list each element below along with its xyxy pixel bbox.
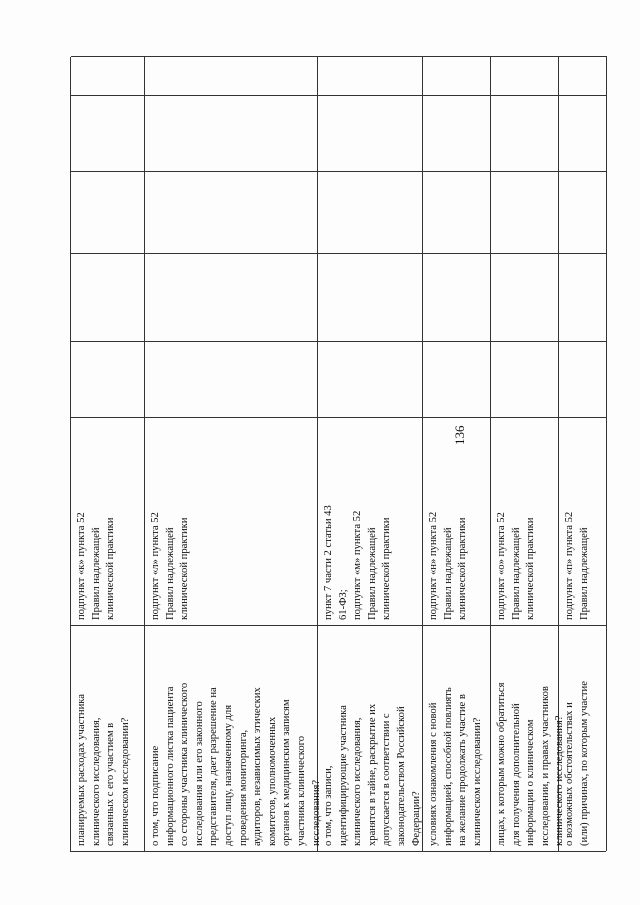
empty-cell [491, 341, 559, 417]
page-number: 136 [452, 425, 467, 445]
question-cell: условиях ознакомления с новой информацией, способной повлиять на желание продолжать участие в клиническом исследовании? [423, 625, 491, 851]
question-cell: о том, что подписание информационного листка пациента со стороны участника клинического исследования или его законного представителя, дает разрешение на доступ лицу, назначенному для проведения мониторинга, аудиторов, независимых этических комитетов, уполномоченных органов к медицинским записям участника клинического исследования? [145, 625, 318, 851]
empty-cell [145, 171, 318, 253]
empty-cell [318, 56, 423, 95]
empty-cell [491, 56, 559, 95]
empty-cell [71, 253, 145, 341]
empty-cell [318, 341, 423, 417]
checklist-table [70, 57, 606, 852]
reference-cell: пункт 7 части 2 статьи 43 61-ФЗ; подпункт «м» пункта 52 Правил надлежащей клинической практики [318, 417, 423, 625]
empty-cell [145, 341, 318, 417]
empty-cell [71, 56, 145, 95]
question-cell: лицах, к которым можно обратиться для получения дополнительной информации о клиническом исследовании, и правах участников клинического исследования? [491, 625, 559, 851]
empty-cell [423, 56, 491, 95]
empty-cell [318, 253, 423, 341]
empty-cell [559, 95, 607, 171]
question-cell: планируемых расходах участника клинического исследования, связанных с его участием в клиническом исследовании? [71, 625, 145, 851]
empty-cell [559, 56, 607, 95]
empty-cell [318, 95, 423, 171]
reference-cell: подпункт «л» пункта 52 Правил надлежащей клинической практики [145, 417, 318, 625]
empty-cell [423, 253, 491, 341]
empty-cell [559, 253, 607, 341]
reference-cell: подпункт «о» пункта 52 Правил надлежащей клинической практики [491, 417, 559, 625]
empty-cell [559, 171, 607, 253]
empty-cell [145, 56, 318, 95]
question-cell: о том, что записи, идентифицирующие участника клинического исследования, хранятся в тайне, раскрытие их допускается в соответствии с законодательством Российской Федерации? [318, 625, 423, 851]
empty-cell [491, 95, 559, 171]
question-cell: о возможных обстоятельствах и (или) причинах, по которым участие [559, 625, 607, 851]
reference-cell: подпункт «к» пункта 52 Правил надлежащей клинической практики [71, 417, 145, 625]
empty-cell [71, 341, 145, 417]
empty-cell [423, 171, 491, 253]
empty-cell [145, 253, 318, 341]
empty-cell [423, 341, 491, 417]
reference-cell: подпункт «п» пункта 52 Правил надлежащей [559, 417, 607, 625]
empty-cell [559, 341, 607, 417]
empty-cell [71, 95, 145, 171]
reference-cell: подпункт «н» пункта 52 Правил надлежащей клинической практики [423, 417, 491, 625]
empty-cell [491, 253, 559, 341]
empty-cell [71, 171, 145, 253]
rotated-table-wrapper [70, 57, 606, 852]
empty-cell [318, 171, 423, 253]
empty-cell [423, 95, 491, 171]
empty-cell [145, 95, 318, 171]
empty-cell [491, 171, 559, 253]
